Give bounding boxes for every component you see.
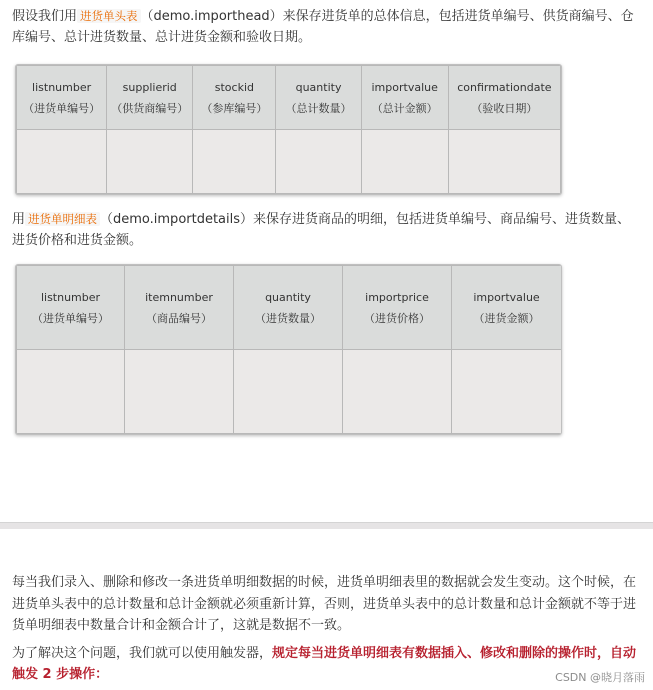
column-header: listnumber （进货单编号） [17, 266, 125, 350]
csdn-watermark: CSDN @晓月落雨 [555, 671, 645, 684]
column-header: supplierid （供货商编号） [107, 66, 193, 130]
emphasis-text: 规定每当进货单明细表有数据插入、修改和删除的操作时，自动触发 2 步操作： [12, 646, 637, 682]
import-details-table [15, 264, 562, 435]
empty-cell [193, 130, 276, 194]
column-header: quantity （总计数量） [276, 66, 361, 130]
intro-paragraph-details-table: 用 进货单明细表 （demo.importdetails）来保存进货商品的明细，包括进货单编号、商品编号、进货数量、进货价格和进货金额。 [12, 212, 631, 248]
column-header: listnumber （进货单编号） [17, 66, 107, 130]
trigger-paragraph: 为了解决这个问题，我们就可以使用触发器，规定每当进货单明细表有数据插入、修改和删除的操作时，自动触发 2 步操作： [12, 646, 637, 682]
empty-cell [17, 130, 107, 194]
intro-paragraph-head-table: 假设我们用 进货单头表 （demo.importhead）来保存进货单的总体信息，包括进货单编号、供货商编号、仓库编号、总计进货数量、总计进货金额和验收日期。 [12, 9, 634, 45]
section-divider [0, 522, 653, 529]
empty-cell [17, 350, 125, 434]
empty-cell [361, 130, 448, 194]
column-header: stockid （参库编号） [193, 66, 276, 130]
empty-cell [343, 350, 452, 434]
column-header: quantity （进货数量） [234, 266, 343, 350]
empty-cell [125, 350, 234, 434]
inline-code-head-table: 进货单头表 [77, 9, 141, 23]
column-header: importvalue （进货金额） [452, 266, 562, 350]
column-header: confirmationdate （验收日期） [448, 66, 560, 130]
empty-cell [276, 130, 361, 194]
consistency-paragraph: 每当我们录入、删除和修改一条进货单明细数据的时候，进货单明细表里的数据就会发生变动。这个时候，在进货单头表中的总计数量和总计金额就必须重新计算，否则，进货单头表中的总计数量和总计金额就不等于进货单明细表中数量合计和金额合计了，这就是数据不一致。 [12, 575, 637, 633]
empty-cell [107, 130, 193, 194]
column-header: importvalue （总计金额） [361, 66, 448, 130]
column-header: itemnumber （商品编号） [125, 266, 234, 350]
empty-cell [448, 130, 560, 194]
import-head-table [15, 64, 562, 195]
column-header: importprice （进货价格） [343, 266, 452, 350]
empty-cell [452, 350, 562, 434]
inline-code-details-table: 进货单明细表 [25, 212, 100, 226]
empty-cell [234, 350, 343, 434]
